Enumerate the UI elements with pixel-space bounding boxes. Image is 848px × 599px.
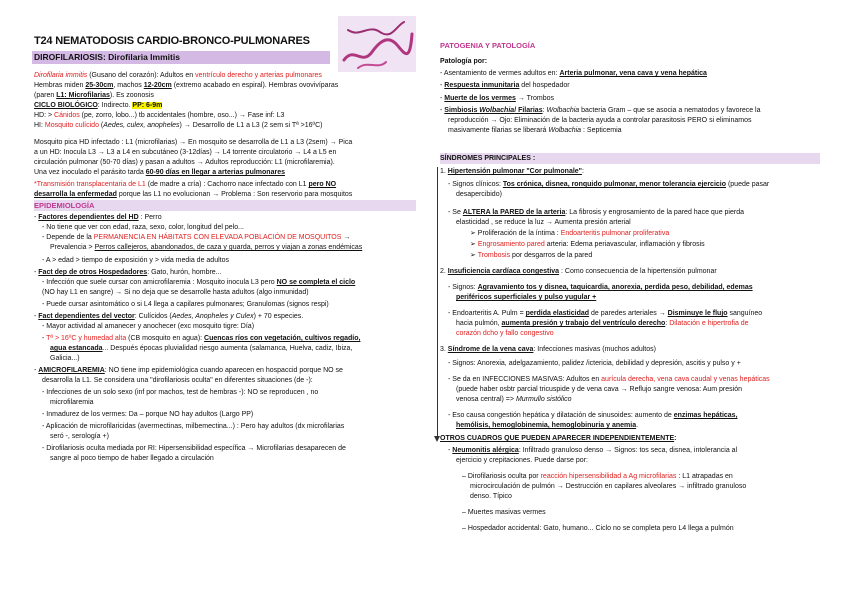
text-segment: Una vez inoculado el parásito tarda <box>34 169 146 176</box>
text-segment: Factores dependientes del HD <box>38 214 139 221</box>
left-text-line <box>42 388 318 398</box>
text-segment: agua estancada <box>50 345 103 352</box>
text-segment: Tª > 16ºC y humedad alta <box>46 335 127 342</box>
text-segment: de paredes arteriales → <box>589 310 668 317</box>
text-segment: aurícula derecha, vena cava caudal y venas hepáticas <box>601 376 770 383</box>
text-segment: sangre al poco tiempo de haber llegado a circulación <box>50 455 214 462</box>
pathogenesis-header: PATOGENIA Y PATOLOGÍA <box>440 41 536 50</box>
text-segment: ) + 70 especies. <box>253 313 304 320</box>
text-segment: masivamente filarias se liberará <box>448 127 549 134</box>
text-segment: por desgarros de la pared <box>510 252 593 259</box>
left-text-line <box>34 213 162 223</box>
right-text-line <box>440 57 487 67</box>
text-segment: Simbiosis <box>444 107 480 114</box>
right-text-line <box>448 126 622 136</box>
left-text-line <box>42 300 329 310</box>
text-segment: : <box>665 320 670 327</box>
text-segment: Engrosamiento pared <box>477 241 545 248</box>
right-text-line <box>470 482 746 492</box>
syndromes-header: SÍNDROMES PRINCIPALES : <box>440 155 536 162</box>
text-segment: - <box>34 313 39 320</box>
text-segment: - Asentamiento de vermes adultos en: <box>440 70 560 77</box>
text-segment: → Trombos <box>515 95 554 102</box>
text-segment: - Dirofilariosis oculta mediada por RI: Hipersensibilidad específica → Microfilarias desaparecen de <box>42 445 346 452</box>
text-segment: reacción hipersensibilidad a Ag microfilarias <box>540 473 677 480</box>
right-text-line <box>448 446 737 456</box>
right-text-line <box>456 421 638 431</box>
right-text-line <box>462 472 733 482</box>
right-text-line <box>456 385 742 395</box>
text-segment: L1: Microfilarias <box>56 92 110 99</box>
text-segment: : <box>674 435 677 442</box>
right-text-line <box>456 395 572 405</box>
left-text-line <box>50 354 80 364</box>
text-segment: : Infiltrado granuloso denso → Signos: tos seca, disnea, intolerancia al <box>518 447 738 454</box>
text-segment: - <box>34 367 39 374</box>
text-segment: - Puede cursar asintomático o si L4 llega a capilares pulmonares; Granulomas (signos respi) <box>42 301 329 308</box>
right-text-line <box>456 456 588 466</box>
right-text-line <box>456 319 749 329</box>
text-segment: HI: <box>34 122 45 129</box>
left-text-line <box>34 148 336 158</box>
left-text-line <box>34 71 322 81</box>
left-text-line <box>42 334 360 344</box>
left-text-line <box>42 422 344 432</box>
page-title: T24 NEMATODOSIS CARDIO-BRONCO-PULMONARES <box>34 35 310 47</box>
text-segment: – Dirofilariosis oculta por <box>462 473 541 480</box>
text-segment: : Gato, hurón, hombre... <box>147 269 222 276</box>
text-segment: ventrículo derecho y arterias pulmonares <box>195 72 322 79</box>
right-text-line <box>440 69 707 79</box>
right-text-line <box>440 106 761 116</box>
text-segment: 2. <box>440 268 448 275</box>
text-segment: sanguíneo <box>727 310 763 317</box>
flow-arrow-line <box>437 167 438 437</box>
left-text-line <box>34 180 336 190</box>
text-segment: 1. <box>440 168 448 175</box>
text-segment: ejercicio y crepitaciones. Puede darse por: <box>456 457 588 464</box>
text-segment: - <box>42 335 47 342</box>
text-segment: – Hospedador accidental: Gato, humano... Ciclo no se completa pero L4 llega a pulmón <box>462 525 734 532</box>
text-segment: (paren <box>34 92 57 99</box>
text-segment: → <box>341 234 351 241</box>
text-segment: Wolbachia <box>548 127 582 134</box>
text-segment: - Aplicación de microfilaricidas (avermectinas, milbemectina...) : Pero hay adultos (dx microfilarias <box>42 423 345 430</box>
text-segment: PERMANENCIA EN HÁBITATS CON ELEVADA POBLACIÓN DE MOSQUITOS <box>93 234 342 241</box>
text-segment: : Indirecto. <box>97 102 133 109</box>
text-segment: Mosquito pica HD infectado : L1 (microfilarias) → En mosquito se desarrolla de L1 a L3 (2sem) → Pica <box>34 139 353 146</box>
text-segment: Insuficiencia cardíaca congestiva <box>447 268 560 275</box>
text-segment: - Depende de la <box>42 234 94 241</box>
text-segment: Cuencas ríos con vegetación, cultivos regadío, <box>204 335 361 342</box>
left-text-line <box>34 312 303 322</box>
text-segment: : Infecciones masivas (muchos adultos) <box>533 346 656 353</box>
text-segment: Murmullo sistólico <box>515 396 572 403</box>
right-text-line <box>440 167 584 177</box>
text-segment: - Eso causa congestión hepática y dilatación de sinusoides: aumento de <box>448 412 674 419</box>
text-segment: microcirculación de pulmón → Destrucción en capilares alveolares → infiltrado granuloso <box>470 483 747 490</box>
left-text-line <box>42 444 346 454</box>
text-segment: *Transmisión transplacentaria de L1 <box>34 181 146 188</box>
text-segment: ➢ <box>470 241 478 248</box>
right-text-line <box>448 180 769 190</box>
text-segment: Hipertensión pulmonar "Cor pulmonale" <box>447 168 582 175</box>
left-text-line <box>34 91 154 101</box>
left-text-line <box>50 243 362 253</box>
left-text-line <box>34 138 352 148</box>
text-segment: Perros callejeros, abandonados, de caza y guarda, perros y viajan a zonas endémicas <box>94 244 363 251</box>
text-segment: Mosquito culícido <box>44 122 99 129</box>
text-segment: Síndrome de la vena cava <box>447 346 534 353</box>
left-text-line <box>42 322 254 332</box>
right-text-line <box>448 208 744 218</box>
text-segment: Aedes, culex, anopheles <box>103 122 180 129</box>
text-segment: Trombosis <box>477 252 511 259</box>
text-segment: - Signos: Anorexia, adelgazamiento, palidez /ictericia, debilidad y depresión, ascitis y pulso y + <box>448 360 741 367</box>
text-segment: Fact dep de otros Hospedadores <box>38 269 148 276</box>
text-segment: : L1 atrapadas en <box>676 473 733 480</box>
text-segment: (extremo acabado en espiral). Hembras ovovivíparas <box>171 82 339 89</box>
text-segment: Wolbachia <box>546 107 580 114</box>
text-segment: periféricos superficiales y pulso yugular + <box>456 294 597 301</box>
right-text-line <box>470 229 669 239</box>
text-segment: corazón dcho y fallo congestivo <box>456 330 554 337</box>
right-text-line <box>462 524 734 534</box>
section-subtitle <box>32 51 330 64</box>
text-segment: CICLO BIOLÓGICO <box>34 102 98 109</box>
text-segment: - <box>448 447 453 454</box>
text-segment: 25-30cm <box>85 82 114 89</box>
text-segment: : <box>542 107 547 114</box>
text-segment: Endoarteritis pulmonar proliferativa <box>560 230 670 237</box>
left-text-line <box>42 233 350 243</box>
epidemiology-header: EPIDEMIOLOGÍA <box>34 201 95 210</box>
text-segment: , machos <box>113 82 144 89</box>
left-text-line <box>42 256 229 266</box>
text-segment: Disminuye le flujo <box>667 310 728 317</box>
left-text-line <box>50 398 94 408</box>
right-text-line <box>456 218 631 228</box>
text-segment: - Mayor actividad al amanecer y anochecer (exc mosquito tigre: Día) <box>42 323 255 330</box>
text-segment: ➢ <box>470 252 478 259</box>
left-text-line <box>34 168 285 178</box>
text-segment: - Infección que suele cursar con amicrofilaremia : Mosquito inocula L3 pero <box>42 279 277 286</box>
right-text-line <box>448 359 741 369</box>
text-segment: - A > edad > tiempo de exposición y > vida media de adultos <box>42 257 229 264</box>
text-segment: ALTERA la PARED de la arteria <box>462 209 566 216</box>
text-segment: AMICROFILAREMIA <box>38 367 105 374</box>
text-segment: - Infecciones de un solo sexo (inf por machos, test de hembras -): NO se reproducen , no <box>42 389 319 396</box>
text-segment: perdida elasticidad <box>525 310 590 317</box>
left-text-line <box>34 158 335 168</box>
text-segment: microfilaremia <box>50 399 94 406</box>
right-text-line <box>462 508 546 518</box>
text-segment: Dilatación e hipertrofia de <box>669 320 749 327</box>
right-text-line <box>440 81 570 91</box>
text-segment: enzimas hepáticas, <box>673 412 738 419</box>
left-text-line <box>42 410 253 420</box>
text-segment: hemólisis, hemoglobinemia, hemoglobinuria y anemia <box>456 422 637 429</box>
text-segment: - Se <box>448 209 463 216</box>
text-segment: (pe, zorro, lobo...) tb accidentales (hombre, oso...) → Fase inf: L3 <box>79 112 285 119</box>
text-segment: Arteria pulmonar, vena cava y vena hepática <box>559 70 707 77</box>
left-text-line <box>34 81 338 91</box>
text-segment: ) → Desarrollo de L1 a L3 (2 sem si Tª >16ºC) <box>179 122 323 129</box>
left-text-line <box>34 121 322 131</box>
text-segment: elasticidad , se reduce la luz → Aumenta presión arterial <box>456 219 631 226</box>
text-segment: : <box>582 168 584 175</box>
text-segment: 12-20cm <box>143 82 172 89</box>
right-text-line <box>440 345 656 355</box>
text-segment: del hospedador <box>519 82 570 89</box>
left-text-line <box>42 288 309 298</box>
text-segment: - <box>34 214 39 221</box>
right-text-line <box>440 434 676 444</box>
text-segment: Aedes, Anopheles y Culex <box>171 313 254 320</box>
text-segment: hacia pulmón, <box>456 320 502 327</box>
text-segment: bacteria Gram – que se asocia a nematodos y favorece la <box>579 107 761 114</box>
text-segment: Hembras miden <box>34 82 86 89</box>
text-segment: Agravamiento tos y disnea, taquicardia, anorexia, perdida peso, debilidad, edemas <box>477 284 753 291</box>
text-segment: reproducción → Ojo: Eliminación de la bacteria ayuda a controlar parasitosis PERO si eliminamos <box>448 117 752 124</box>
text-segment: ). Es zoonosis <box>109 92 154 99</box>
text-segment: - Endoarteritis A. Pulm = <box>448 310 526 317</box>
text-segment: NO se completa el ciclo <box>276 279 356 286</box>
text-segment: a un HD: Inocula L3 → L3 a L4 en subcutáneo (3-12días) → L4 torrente circulatorio → L4 a L5 en <box>34 149 337 156</box>
text-segment: ( <box>98 122 104 129</box>
text-segment: venosa central) => <box>456 396 516 403</box>
text-segment: ... Después épocas pluvialidad riesgo aumenta (salamanca, Huelva, cadiz, Ibiza, <box>102 345 353 352</box>
text-segment: / Filarias <box>514 107 543 114</box>
text-segment: seró -, serología +) <box>50 433 109 440</box>
subtitle-text: DIROFILARIOSIS: Dirofilaria Immitis <box>34 52 180 62</box>
text-segment: - No tiene que ver con edad, raza, sexo, color, longitud del pelo... <box>42 224 244 231</box>
arrow-down-icon <box>434 436 440 442</box>
text-segment: desapercibido) <box>456 191 502 198</box>
text-segment: : Como consecuencia de la hipertensión pulmonar <box>559 268 717 275</box>
right-text-line <box>440 94 554 104</box>
right-text-line <box>456 190 502 200</box>
right-text-line <box>470 240 705 250</box>
right-text-line <box>448 309 762 319</box>
text-segment: (puede pasar <box>726 181 770 188</box>
text-segment: - <box>440 107 445 114</box>
text-segment: : Culícidos ( <box>134 313 172 320</box>
right-text-line <box>448 283 753 293</box>
right-text-line <box>440 267 717 277</box>
text-segment: Dirofilaria immitis <box>34 72 88 79</box>
right-text-line <box>456 293 596 303</box>
left-text-line <box>34 101 162 111</box>
right-text-line <box>448 411 738 421</box>
text-segment: Respuesta inmunitaria <box>444 82 520 89</box>
worm-illustration <box>338 16 416 72</box>
left-text-line <box>50 344 352 354</box>
right-text-line <box>470 492 512 502</box>
text-segment: - Signos clínicos: <box>448 181 503 188</box>
text-segment: arteria: Edema periavascular, inflamación y fibrosis <box>544 241 705 248</box>
text-segment: - <box>440 95 445 102</box>
text-segment: Patología por: <box>440 58 488 65</box>
text-segment: - Se da en INFECCIONES MASIVAS: Adultos en <box>448 376 602 383</box>
text-segment: - Signos: <box>448 284 478 291</box>
text-segment: Prevalencia > <box>50 244 95 251</box>
text-segment: Galicia...) <box>50 355 80 362</box>
text-segment: circulación pulmonar (50-70 días) y pasan a adultos → Adultos reproducción: L1 (microfilaremia). <box>34 159 335 166</box>
text-segment: Muerte de los vermes <box>444 95 516 102</box>
text-segment: Wolbachia <box>479 107 515 114</box>
text-segment: denso. Típico <box>470 493 512 500</box>
text-segment: HD: > <box>34 112 55 119</box>
text-segment: 3. <box>440 346 448 353</box>
left-text-line <box>42 278 355 288</box>
text-segment: Neumonitis alérgica <box>452 447 519 454</box>
left-text-line <box>50 432 109 442</box>
text-segment: . <box>636 422 639 429</box>
text-segment: - <box>34 269 39 276</box>
text-segment: (Gusano del corazón): Adultos en <box>87 72 196 79</box>
text-segment: : Septicemia <box>581 127 622 134</box>
text-segment: : Perro <box>138 214 162 221</box>
right-text-line <box>470 251 592 261</box>
right-text-line <box>456 329 554 339</box>
text-segment: Fact dependientes del vector <box>38 313 135 320</box>
text-segment: : NO tiene imp epidemiológica cuando aparecen en hospaccid porque NO se <box>104 367 343 374</box>
left-text-line <box>34 366 343 376</box>
text-segment: - Inmadurez de los vermes: Da – porque NO hay adultos (Largo PP) <box>42 411 254 418</box>
text-segment: (puede haber osbtr parcial tricuspide y de vena cava → Reflujo sangre venosa: Aum presión <box>456 386 742 393</box>
text-segment: porque las L1 no evolucionan → Problema : Son reservorio para mosquitos <box>116 191 353 198</box>
text-segment: : La fibrosis y engrosamiento de la pared hace que pierda <box>565 209 744 216</box>
right-text-line <box>448 375 770 385</box>
text-segment: OTROS CUADROS QUE PUEDEN APARECER INDEPENDIENTEMENTE <box>440 435 675 442</box>
text-segment: Cánidos <box>54 112 80 119</box>
left-text-line <box>42 223 244 233</box>
text-segment: pero NO <box>308 181 337 188</box>
text-segment: - <box>440 82 445 89</box>
left-text-line <box>50 454 214 464</box>
text-segment: Tos crónica, disnea, ronquido pulmonar, menor tolerancia ejercicio <box>502 181 727 188</box>
left-text-line <box>34 111 284 121</box>
text-segment: PP: 6-9m <box>132 102 163 109</box>
text-segment: (CB mosquito en agua): <box>126 335 205 342</box>
left-text-line <box>34 190 352 200</box>
text-segment: (de madre a cría) : Cachorro nace infectado con L1 <box>145 181 309 188</box>
text-segment: aumenta presión y trabajo del ventrículo derecho <box>501 320 666 327</box>
text-segment: desarrolla la enfermedad <box>34 191 117 198</box>
text-segment: desarrolla la L1. Se considera una "dirofilariosis oculta" en diferentes situaciones (de -): <box>42 377 313 384</box>
right-text-line <box>448 116 751 126</box>
text-segment: (NO hay L1 en sangre) → Si no deja que se desarrolle hasta adultos (algo inmunidad) <box>42 289 309 296</box>
left-text-line <box>34 268 222 278</box>
left-text-line <box>42 376 313 386</box>
text-segment: 60-90 días en llegar a arterias pulmonares <box>145 169 285 176</box>
text-segment: – Muertes masivas vermes <box>462 509 546 516</box>
text-segment: ➢ Proliferación de la íntima : <box>470 230 561 237</box>
